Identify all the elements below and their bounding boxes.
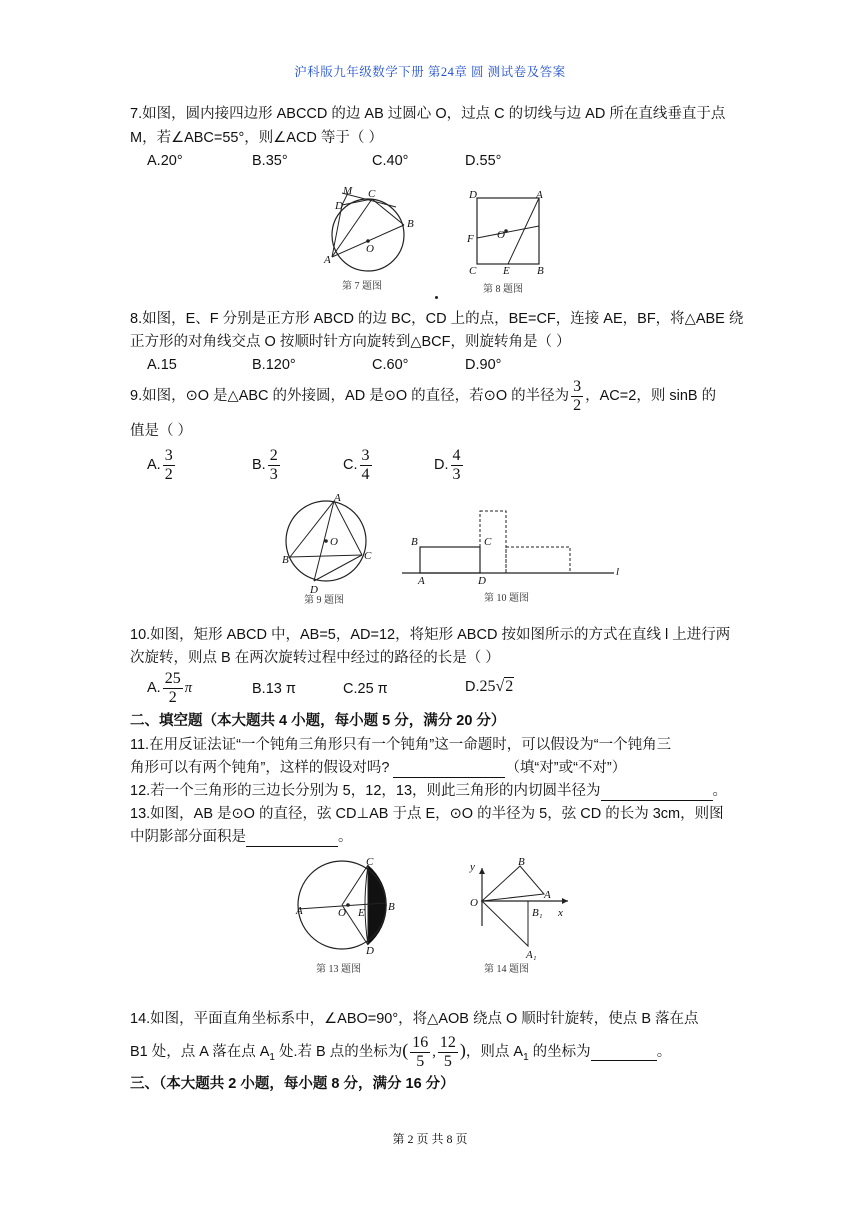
q14-bx-fraction (410, 1034, 430, 1071)
q9-option-b-num: 2 (269, 446, 278, 464)
fig14-triangle-aob (482, 866, 544, 901)
q8-option-a: A.15 (147, 357, 177, 373)
fig9-center (324, 539, 328, 543)
q9-option-d-label: D. (434, 457, 449, 473)
q9-line2: 值是（ ） (130, 423, 193, 439)
q14-by-fraction (438, 1034, 458, 1071)
q7-option-a: A.20° (147, 153, 183, 169)
fig9-label-c: C (364, 550, 372, 562)
q14-paren-open: ( (402, 1040, 409, 1060)
q9-option-a-fraction (163, 447, 175, 484)
fig10-label-b: B (411, 536, 418, 548)
page-header: 沪科版九年级数学下册 第24章 圆 测试卷及答案 (294, 65, 566, 79)
q9-option-d (434, 446, 465, 484)
q11-text-a: 角形可以有两个钝角”，这样的假设对吗? (130, 760, 390, 776)
q9-option-c (343, 446, 374, 484)
q9-text-a: 9.如图，⊙O 是△ABC 的外接圆，AD 是⊙O 的直径，若⊙O 的半径为 (130, 388, 570, 404)
fig10-rect-initial (420, 547, 480, 573)
fig7-caption: 第 7 题图 (342, 281, 382, 292)
fig14-label-y: y (470, 861, 475, 873)
q12-text: 12.若一个三角形的三边长分别为 5，12，13，则此三角形的内切圆半径为 (130, 783, 601, 799)
q14-text-c: ，则点 A (465, 1044, 524, 1060)
q14-comma: , (432, 1044, 436, 1060)
q14-text-d: 的坐标为 (528, 1044, 591, 1060)
q8-line1: 8.如图，E、F 分别是正方形 ABCD 的边 BC，CD 上的点，BE=CF，连接 AE，BF，将△ABE 绕 (130, 311, 744, 327)
fig8-label-c: C (469, 265, 477, 277)
q9-option-b-den: 3 (269, 465, 278, 483)
q9-option-b-label: B. (252, 457, 266, 473)
fig8-line-bf (477, 226, 539, 238)
q9-option-d-fraction (451, 447, 463, 484)
fig8-square (477, 198, 539, 264)
q14-sub-2: 1 (523, 1051, 529, 1063)
fig8-caption: 第 8 题图 (483, 284, 523, 295)
q14-bx-den: 5 (416, 1052, 425, 1070)
q9-line1 (130, 377, 716, 415)
fig14-label-b1: B₁ (532, 907, 543, 919)
fig8-label-f: F (467, 233, 474, 245)
fig7-line-cb (372, 199, 404, 225)
fig10-label-d: D (478, 575, 486, 587)
fig13-caption: 第 13 题图 (316, 964, 361, 975)
figure-7 (320, 185, 420, 300)
q11-answer-blank[interactable] (393, 761, 505, 778)
q10-option-a-den: 2 (168, 688, 177, 706)
q9-option-c-fraction (360, 447, 372, 484)
q9-option-c-num: 3 (361, 446, 370, 464)
q9-option-b-fraction (268, 447, 280, 484)
q10-line1: 10.如图，矩形 ABCD 中，AB=5，AD=12，将矩形 ABCD 按如图所示的方式在直线 l 上进行两 (130, 627, 731, 643)
fig9-label-b: B (282, 554, 289, 566)
fig9-label-d: D (310, 584, 318, 596)
fig14-label-x: x (558, 907, 563, 919)
q10-option-a (147, 669, 192, 707)
q10-option-a-num: 25 (164, 669, 181, 687)
q13-text-b: 。 (338, 829, 353, 845)
figure-14 (460, 856, 572, 980)
q13-line2 (130, 827, 353, 847)
fig8-label-b: B (537, 265, 544, 277)
q7-option-d: D.55° (465, 153, 502, 169)
q8-option-b: B.120° (252, 357, 296, 373)
q10-option-c: C.25 π (343, 681, 388, 697)
q9-option-a-den: 2 (164, 465, 173, 483)
q9-option-a (147, 446, 177, 484)
fig13-label-e: E (358, 907, 365, 919)
fig10-label-c: C (484, 536, 492, 548)
q10-option-a-pi: π (184, 680, 192, 696)
q7-line1: 7.如图，圆内接四边形 ABCCD 的边 AB 过圆心 O，过点 C 的切线与边 AD 所在直线垂直于点 (130, 106, 726, 122)
q11-line1: 11.在用反证法证“一个钝角三角形只有一个钝角”这一命题时，可以假设为“一个钝角三 (130, 737, 672, 753)
q14-line2 (130, 1031, 671, 1077)
q9-option-d-num: 4 (452, 446, 461, 464)
q13-answer-blank[interactable] (246, 830, 338, 847)
q10-option-a-fraction (163, 670, 183, 707)
fig14-caption: 第 14 题图 (484, 964, 529, 975)
q9-radius-fraction (571, 378, 583, 415)
q10-option-d-coef: 25 (479, 678, 496, 695)
fig7-label-d: D (335, 200, 343, 212)
q9-option-d-den: 3 (452, 465, 461, 483)
q14-by-den: 5 (443, 1052, 452, 1070)
sqrt-icon: √ (495, 678, 505, 695)
fig10-caption: 第 10 题图 (484, 593, 529, 604)
q8-line2: 正方形的对角线交点 O 按顺时针方向旋转到△BCF，则旋转角是（ ） (130, 334, 571, 350)
section-3-heading: 三、（本大题共 2 小题，每小题 8 分，满分 16 分） (130, 1076, 455, 1092)
q12-answer-blank[interactable] (601, 784, 713, 801)
q10-option-a-label: A. (147, 680, 161, 696)
q14-by-num: 12 (439, 1033, 456, 1051)
fig13-label-b: B (388, 901, 395, 913)
q13-text-a: 中阴影部分面积是 (130, 829, 246, 845)
q12-line (130, 781, 727, 801)
q9-option-c-label: C. (343, 457, 358, 473)
fig10-label-l: l (616, 566, 620, 578)
fig14-label-a: A (544, 889, 551, 901)
q10-option-d (465, 677, 514, 697)
fig9-caption: 第 9 题图 (304, 595, 344, 606)
q9-option-b (252, 446, 282, 484)
q7-option-c: C.40° (372, 153, 409, 169)
fig13-center (346, 903, 350, 907)
fig14-triangle-a1ob1 (482, 901, 528, 946)
q8-option-c: C.60° (372, 357, 409, 373)
fig9-line-bc (290, 555, 362, 557)
q9-radius-den: 2 (573, 396, 582, 414)
q10-option-b: B.13 π (252, 681, 296, 697)
fig8-label-o: O (497, 229, 505, 241)
q7-line2: M，若∠ABC=55°，则∠ACD 等于（ ） (130, 130, 383, 146)
q11-line2 (130, 758, 626, 778)
fig14-label-b: B (518, 856, 525, 868)
q14-line1: 14.如图，平面直角坐标系中，∠ABO=90°，将△AOB 绕点 O 顺时针旋转，使点 B 落在点 (130, 1011, 699, 1027)
fig8-label-e: E (503, 265, 510, 277)
q8-option-d: D.90° (465, 357, 502, 373)
fig7-label-o: O (366, 243, 374, 255)
fig14-x-arrow (562, 898, 568, 904)
fig7-label-a: A (324, 254, 331, 266)
figure-10 (400, 505, 632, 607)
figure-13 (296, 856, 406, 980)
fig9-line-ac (334, 501, 362, 555)
q10-option-d-label: D. (465, 679, 480, 695)
section-2-heading: 二、填空题（本大题共 4 小题，每小题 5 分，满分 20 分） (130, 713, 506, 729)
q9-option-c-den: 4 (361, 465, 370, 483)
q14-sub-1: 1 (269, 1051, 275, 1063)
q14-paren-close: ) (459, 1040, 466, 1060)
q13-line1: 13.如图，AB 是⊙O 的直径，弦 CD⊥AB 于点 E，⊙O 的半径为 5，弦 CD 的长为 3cm，则图 (130, 806, 724, 822)
fig14-label-o: O (470, 897, 478, 909)
fig7-label-c: C (368, 188, 376, 200)
q14-text-b: 处.若 B 点的坐标为 (274, 1044, 403, 1060)
fig13-label-a: A (296, 905, 303, 917)
fig8-label-d: D (469, 189, 477, 201)
q14-answer-blank[interactable] (591, 1044, 657, 1061)
stray-dot (435, 296, 438, 299)
figure-8 (465, 188, 555, 300)
page-footer: 第 2 页 共 8 页 (392, 1132, 468, 1146)
q12-end: 。 (712, 783, 728, 799)
fig10-rect-second-rotation (506, 547, 570, 573)
fig10-label-a: A (418, 575, 425, 587)
q9-option-a-label: A. (147, 457, 161, 473)
fig13-shaded-region (368, 865, 387, 945)
fig7-label-m: M (343, 185, 353, 197)
fig9-label-o: O (330, 536, 338, 548)
fig13-label-c: C (366, 856, 374, 868)
fig13-line-oc (342, 865, 368, 905)
fig14-y-arrow (479, 868, 485, 874)
q10-option-d-radicand: 2 (505, 678, 514, 695)
fig9-label-a: A (334, 492, 341, 504)
fig13-label-o: O (338, 907, 346, 919)
q9-radius-num: 3 (573, 377, 582, 395)
q14-end: 。 (656, 1044, 672, 1060)
q11-text-b: （填“对”或“不对”） (505, 760, 627, 776)
q9-text-b: ，AC=2，则 sinB 的 (585, 388, 717, 404)
q7-option-b: B.35° (252, 153, 288, 169)
q14-text-a: B1 处，点 A 落在点 A (130, 1044, 270, 1060)
q10-line2: 次旋转，则点 B 在两次旋转过程中经过的路径的长是（ ） (130, 650, 500, 666)
fig14-label-a1: A₁ (526, 949, 537, 961)
fig7-label-b: B (407, 218, 414, 230)
q9-option-a-num: 3 (164, 446, 173, 464)
fig8-label-a: A (536, 189, 543, 201)
figure-9 (282, 492, 377, 607)
fig13-label-d: D (366, 945, 374, 957)
q14-bx-num: 16 (412, 1033, 429, 1051)
